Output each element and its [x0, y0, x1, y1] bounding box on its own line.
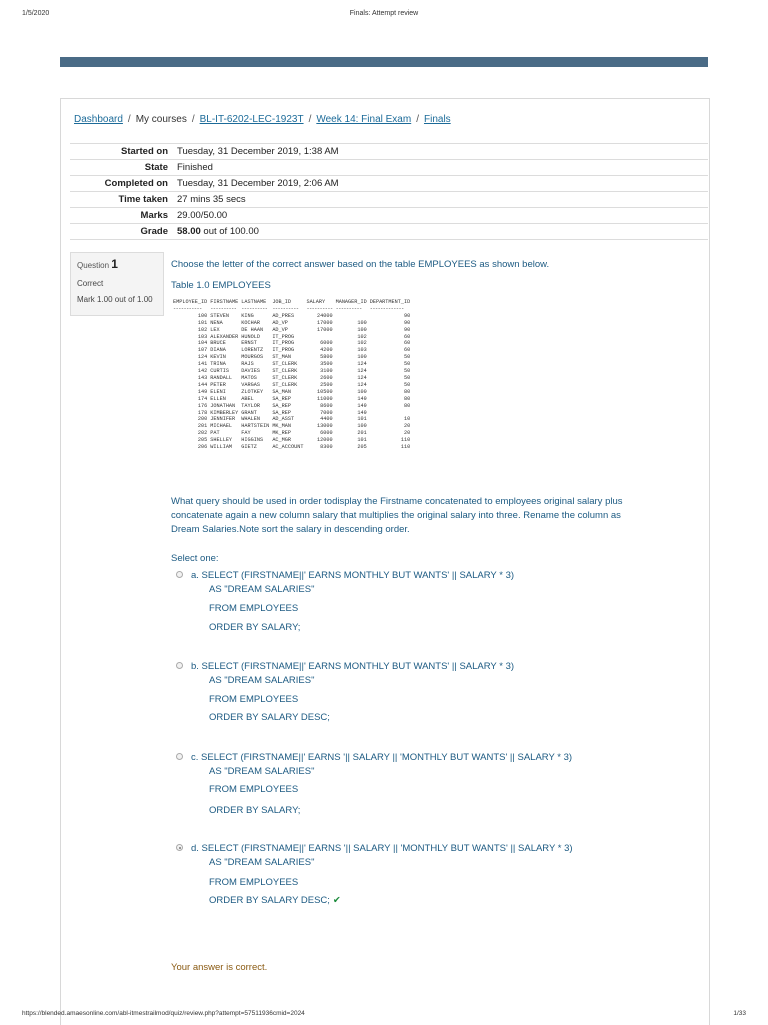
table-row: [173, 410, 413, 417]
table-row: [173, 340, 413, 347]
table-cell: 101: [357, 437, 367, 444]
table-cell: ST_CLERK: [272, 381, 298, 388]
table-cell: 50: [403, 361, 411, 368]
table-cell: SA_REP: [272, 409, 291, 416]
table-cell: JOB_ID: [272, 299, 291, 305]
table-cell: 124: [357, 361, 367, 368]
summary-label: Grade: [70, 224, 173, 240]
table-cell: 12000: [317, 437, 333, 444]
table-cell: 124: [357, 381, 367, 388]
table-cell: [306, 334, 335, 341]
table-cell: 3100: [320, 368, 333, 375]
table-cell: 202: [197, 430, 208, 437]
employees-table: [173, 299, 413, 451]
table-cell: 206: [197, 444, 208, 451]
table-cell: 80: [403, 402, 411, 409]
summary-label: Completed on: [70, 176, 173, 192]
table-cell: PAT: [210, 430, 220, 437]
table-cell: KEVIN: [210, 354, 226, 361]
table-row: [173, 444, 413, 451]
table-cell: 101: [197, 319, 208, 326]
question-prompt-line-3: Dream Salaries.Note sort the salary in descending order.: [171, 524, 410, 535]
option-line: FROM EMPLOYEES: [209, 603, 299, 614]
table-cell: DIANA: [210, 347, 226, 354]
table-row: [173, 423, 413, 430]
print-url: https://blended.amaesonline.com/abl-itmestrailmod/quiz/review.php?attempt=57511936cmid=2024: [22, 1010, 305, 1017]
table-cell: 50: [403, 368, 411, 375]
table-cell: 174: [197, 395, 208, 402]
option-line: AS "DREAM SALARIES": [209, 857, 315, 868]
table-cell: STEVEN: [210, 312, 229, 319]
table-cell: HIGGINS: [241, 437, 264, 444]
correct-check-icon: ✔: [332, 895, 341, 906]
option-line: b. SELECT (FIRSTNAME||' EARNS MONTHLY BUT WANTS' || SALARY * 3): [191, 661, 515, 672]
table-cell: ST_CLERK: [272, 361, 298, 368]
table-cell: MICHAEL: [210, 423, 233, 430]
table-cell: TRINA: [210, 361, 226, 368]
table-cell: 50: [403, 374, 411, 381]
table-cell: [370, 410, 413, 417]
summary-row-grade: [70, 224, 708, 240]
summary-value: Finished: [173, 160, 708, 176]
table-cell: 201: [357, 430, 367, 437]
radio-button-selected[interactable]: [176, 844, 183, 851]
table-cell: -----------: [173, 305, 202, 312]
table-row: [173, 361, 413, 368]
table-cell: 60: [403, 340, 411, 347]
table-cell: RAJS: [241, 361, 254, 368]
table-cell: ST_CLERK: [272, 368, 298, 375]
question-mark: Mark 1.00 out of 1.00: [77, 294, 153, 304]
summary-label: State: [70, 160, 173, 176]
table-cell: BRUCE: [210, 340, 226, 347]
table-cell: 102: [357, 333, 367, 340]
table-cell: LASTNAME: [241, 299, 267, 305]
option-line: [209, 895, 341, 906]
table-cell: KOCHAR: [241, 319, 260, 326]
table-cell: IT_PROG: [272, 340, 295, 347]
print-date: 1/5/2020: [22, 10, 50, 17]
table-cell: 205: [357, 444, 367, 451]
breadcrumb-separator: /: [416, 114, 419, 125]
table-cell: MATOS: [241, 374, 257, 381]
answer-feedback: Your answer is correct.: [171, 962, 268, 973]
grade-suffix: out of 100.00: [200, 226, 259, 237]
table-row: [173, 368, 413, 375]
table-cell: 60: [403, 333, 411, 340]
table-cell: 80: [403, 388, 411, 395]
table-cell: 201: [197, 423, 208, 430]
table-cell: JONATHAN: [210, 402, 236, 409]
table-cell: 2600: [320, 374, 333, 381]
option-line: ORDER BY SALARY;: [209, 805, 301, 816]
option-line-text: ORDER BY SALARY DESC;: [209, 895, 330, 906]
table-cell: 60: [403, 347, 411, 354]
summary-value: Tuesday, 31 December 2019, 1:38 AM: [173, 144, 708, 160]
table-cell: IT_PROG: [272, 333, 295, 340]
summary-label: Marks: [70, 208, 173, 224]
table-cell: 100: [357, 423, 367, 430]
table-cell: 103: [357, 347, 367, 354]
table-cell: DEPARTMENT_ID: [369, 299, 411, 305]
table-cell: KIMBERLEY: [210, 409, 239, 416]
table-cell: SALARY: [306, 299, 326, 305]
table-row: [173, 389, 413, 396]
table-cell: HARTSTEIN: [241, 423, 270, 430]
table-cell: 4200: [320, 347, 333, 354]
table-cell: 101: [357, 416, 367, 423]
table-cell: 100: [197, 312, 208, 319]
table-cell: 142: [197, 368, 208, 375]
table-cell: 6000: [320, 340, 333, 347]
table-header-row: [173, 299, 413, 306]
table-cell: ZLOTKEY: [241, 388, 264, 395]
table-cell: 102: [357, 340, 367, 347]
table-cell: 7000: [320, 409, 333, 416]
table-cell: ----------: [241, 305, 268, 312]
breadcrumb-separator: /: [191, 114, 195, 125]
table-cell: 90: [403, 312, 411, 319]
print-title: Finals: Attempt review: [349, 10, 419, 17]
table-cell: ELLEN: [210, 395, 226, 402]
table-cell: SA_MAN: [272, 388, 291, 395]
option-line: a. SELECT (FIRSTNAME||' EARNS MONTHLY BUT WANTS' || SALARY * 3): [191, 570, 515, 581]
table-cell: 20: [403, 430, 411, 437]
table-cell: ABEL: [241, 395, 254, 402]
table-cell: 50: [403, 354, 411, 361]
breadcrumb-week-link[interactable]: Week 14: Final Exam: [316, 114, 412, 125]
table-cell: 176: [197, 402, 208, 409]
table-row: [173, 354, 413, 361]
radio-button[interactable]: [176, 571, 183, 578]
table-cell: 11000: [317, 395, 333, 402]
table-caption: Table 1.0 EMPLOYEES: [171, 280, 271, 291]
table-cell: ST_CLERK: [272, 374, 298, 381]
table-cell: ELENI: [210, 388, 226, 395]
table-cell: 4400: [320, 416, 333, 423]
table-cell: 90: [403, 326, 411, 333]
table-cell: DE HAAN: [241, 326, 264, 333]
breadcrumb: [74, 114, 451, 125]
table-cell: MK_REP: [272, 430, 291, 437]
option-line: FROM EMPLOYEES: [209, 877, 299, 888]
breadcrumb-quiz-link[interactable]: Finals: [423, 114, 451, 125]
table-cell: MK_MAN: [272, 423, 291, 430]
option-line: FROM EMPLOYEES: [209, 784, 299, 795]
table-cell: 143: [197, 374, 208, 381]
table-cell: ----------: [335, 305, 362, 312]
table-cell: AC_MGR: [272, 437, 291, 444]
table-cell: 107: [197, 347, 208, 354]
table-cell: AD_PRES: [272, 312, 295, 319]
table-cell: GRANT: [241, 409, 257, 416]
table-cell: 2500: [320, 381, 333, 388]
option-line: c. SELECT (FIRSTNAME||' EARNS '|| SALARY || 'MONTHLY BUT WANTS' || SALARY * 3): [191, 752, 573, 763]
table-cell: FIRSTNAME: [210, 299, 239, 305]
table-cell: 24000: [317, 312, 333, 319]
table-cell: AD_VP: [272, 319, 288, 326]
breadcrumb-separator: /: [308, 114, 312, 125]
table-cell: 100: [357, 319, 367, 326]
table-cell: 144: [197, 381, 208, 388]
question-label: Question: [77, 261, 110, 270]
table-cell: 200: [197, 416, 208, 423]
table-row: [173, 382, 413, 389]
breadcrumb-my-courses: My courses: [135, 114, 187, 125]
table-cell: JENNIFER: [210, 416, 236, 423]
table-row: [173, 437, 413, 444]
question-number-value: 1: [111, 257, 118, 271]
table-row: [173, 416, 413, 423]
summary-row-completed: [70, 176, 708, 192]
table-cell: WHALEN: [241, 416, 260, 423]
table-cell: 102: [197, 326, 208, 333]
table-cell: LORENTZ: [241, 347, 264, 354]
summary-row-state: [70, 160, 708, 176]
select-one-label: Select one:: [171, 553, 219, 564]
summary-row-time-taken: [70, 192, 708, 208]
table-cell: MANAGER_ID: [335, 299, 367, 305]
question-intro: Choose the letter of the correct answer based on the table EMPLOYEES as shown below.: [171, 259, 550, 270]
table-cell: 10: [403, 416, 411, 423]
table-cell: 149: [357, 395, 367, 402]
site-header-bar: [60, 57, 708, 67]
breadcrumb-separator: /: [127, 114, 131, 125]
table-row: [173, 430, 413, 437]
table-cell: 100: [357, 354, 367, 361]
table-cell: 8300: [320, 444, 333, 451]
option-line: AS "DREAM SALARIES": [209, 584, 315, 595]
table-cell: ALEXANDER: [210, 333, 239, 340]
table-cell: NENA: [210, 319, 223, 326]
summary-value: Tuesday, 31 December 2019, 2:06 AM: [173, 176, 708, 192]
table-cell: HUNOLD: [241, 333, 260, 340]
question-prompt-line-1: What query should be used in order todisplay the Firstname concatenated to employees original salary plus: [171, 496, 623, 507]
table-cell: 124: [357, 374, 367, 381]
table-cell: SHELLEY: [210, 437, 233, 444]
table-rule-row: [173, 306, 413, 313]
table-cell: -------------: [369, 305, 404, 312]
table-row: [173, 320, 413, 327]
table-cell: LEX: [210, 326, 220, 333]
summary-label: Started on: [70, 144, 173, 160]
table-cell: FAY: [241, 430, 251, 437]
table-cell: AD_ASST: [272, 416, 295, 423]
table-cell: 80: [403, 395, 411, 402]
table-cell: 17000: [317, 319, 333, 326]
table-cell: KING: [241, 312, 254, 319]
table-cell: VARGAS: [241, 381, 260, 388]
table-row: [173, 327, 413, 334]
table-cell: ----------: [272, 305, 299, 312]
table-row: [173, 334, 413, 341]
table-cell: EMPLOYEE_ID: [173, 299, 208, 305]
grade-value: 58.00: [177, 226, 201, 237]
table-cell: SA_REP: [272, 402, 291, 409]
radio-button[interactable]: [176, 753, 183, 760]
table-cell: PETER: [210, 381, 226, 388]
table-row: [173, 396, 413, 403]
table-cell: SA_REP: [272, 395, 291, 402]
table-cell: MOURGOS: [241, 354, 264, 361]
option-line: FROM EMPLOYEES: [209, 694, 299, 705]
breadcrumb-course-link[interactable]: BL-IT-6202-LEC-1923T: [199, 114, 304, 125]
table-cell: 90: [403, 319, 411, 326]
table-cell: DAVIES: [241, 368, 260, 375]
summary-value: [173, 224, 708, 240]
table-cell: 20: [403, 423, 411, 430]
table-cell: 100: [357, 388, 367, 395]
table-cell: 5800: [320, 354, 333, 361]
question-prompt-line-2: concatenate again a new column salary that multiplies the original salary into three. Rename the column as: [171, 510, 621, 521]
table-cell: AC_ACCOUNT: [272, 444, 304, 451]
table-cell: ST_MAN: [272, 354, 291, 361]
table-cell: 8600: [320, 402, 333, 409]
summary-value: 27 mins 35 secs: [173, 192, 708, 208]
table-cell: AD_VP: [272, 326, 288, 333]
table-cell: TAYLOR: [241, 402, 260, 409]
option-line: AS "DREAM SALARIES": [209, 766, 315, 777]
table-cell: 50: [403, 381, 411, 388]
option-line: AS "DREAM SALARIES": [209, 675, 315, 686]
table-row: [173, 313, 413, 320]
question-number: [77, 257, 157, 273]
table-cell: IT_PROG: [272, 347, 295, 354]
table-cell: [336, 313, 370, 320]
table-cell: 10500: [317, 388, 333, 395]
summary-label: Time taken: [70, 192, 173, 208]
table-cell: 205: [197, 437, 208, 444]
attempt-summary-table: [70, 143, 708, 240]
summary-row-started: [70, 144, 708, 160]
table-cell: 178: [197, 409, 208, 416]
table-cell: 3500: [320, 361, 333, 368]
table-cell: 110: [400, 444, 411, 451]
table-cell: 104: [197, 340, 208, 347]
table-cell: 110: [400, 437, 411, 444]
table-cell: GIETZ: [241, 444, 257, 451]
question-info-box: [70, 252, 164, 316]
table-cell: ----------: [210, 305, 237, 312]
pdf-header: [22, 10, 746, 22]
table-cell: 17000: [317, 326, 333, 333]
print-page-number: 1/33: [733, 1010, 746, 1017]
option-line: ORDER BY SALARY DESC;: [209, 712, 330, 723]
table-cell: 149: [197, 388, 208, 395]
table-row: [173, 403, 413, 410]
table-cell: 13000: [317, 423, 333, 430]
table-cell: 141: [197, 361, 208, 368]
table-cell: 103: [197, 333, 208, 340]
radio-button[interactable]: [176, 662, 183, 669]
table-cell: 149: [357, 402, 367, 409]
table-cell: ERNST: [241, 340, 257, 347]
breadcrumb-dashboard-link[interactable]: Dashboard: [74, 114, 123, 125]
table-row: [173, 375, 413, 382]
table-cell: 149: [357, 409, 367, 416]
summary-value: 29.00/50.00: [173, 208, 708, 224]
option-line: ORDER BY SALARY;: [209, 622, 301, 633]
option-line: d. SELECT (FIRSTNAME||' EARNS '|| SALARY || 'MONTHLY BUT WANTS' || SALARY * 3): [191, 843, 573, 854]
table-row: [173, 347, 413, 354]
table-cell: 124: [197, 354, 208, 361]
table-cell: 100: [357, 326, 367, 333]
question-status: Correct: [77, 278, 104, 288]
table-cell: 124: [357, 368, 367, 375]
table-cell: CURTIS: [210, 368, 229, 375]
summary-row-marks: [70, 208, 708, 224]
table-cell: 6000: [320, 430, 333, 437]
table-cell: RANDALL: [210, 374, 233, 381]
table-cell: WILLIAM: [210, 444, 233, 451]
table-cell: ----------: [306, 305, 333, 312]
